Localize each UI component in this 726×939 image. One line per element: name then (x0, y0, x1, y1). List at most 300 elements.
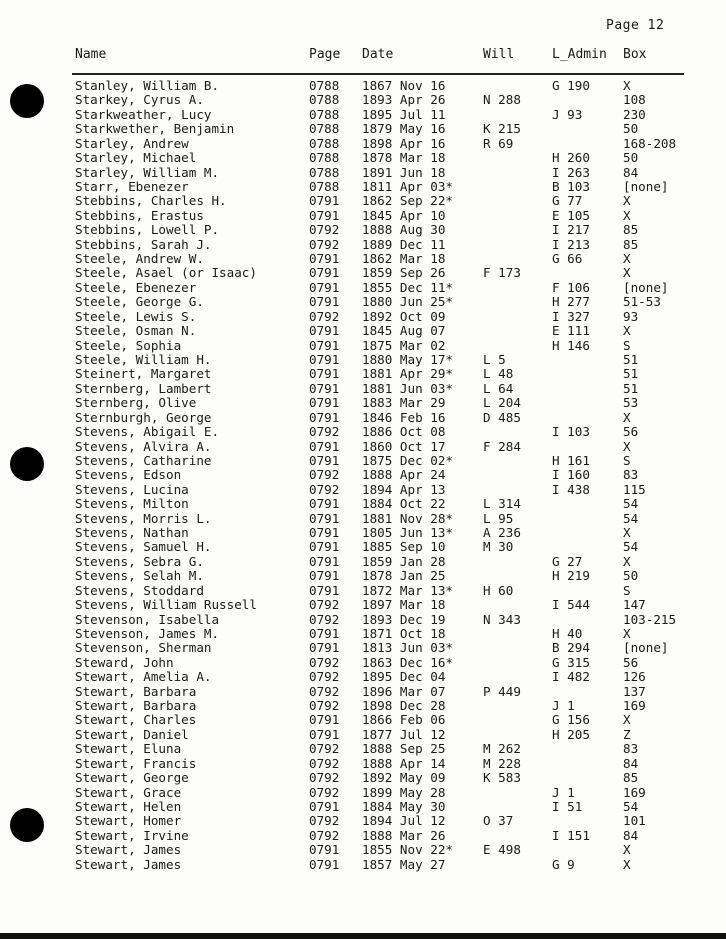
table-row (0, 339, 726, 353)
cell-page: 0792 (309, 611, 340, 627)
cell-date: 1863 Dec 16* (362, 654, 453, 670)
cell-box: 51 (623, 380, 639, 396)
cell-box: 85 (623, 222, 639, 238)
cell-name: Steele, Asael (or Isaac) (75, 265, 257, 281)
cell-l-admin: H 277 (552, 294, 590, 310)
cell-box: X (623, 207, 631, 223)
cell-l-admin: I 263 (552, 164, 590, 180)
header-will: Will (483, 47, 515, 62)
table-row (0, 382, 726, 396)
cell-name: Stevens, Selah M. (75, 568, 204, 584)
cell-name: Stevens, William Russell (75, 597, 257, 613)
cell-will: N 343 (483, 611, 521, 627)
cell-page: 0791 (309, 568, 340, 584)
cell-name: Starr, Ebenezer (75, 178, 189, 194)
cell-date: 1857 May 27 (362, 856, 446, 872)
cell-date: 1880 Jun 25* (362, 294, 453, 310)
header-date: Date (362, 47, 394, 62)
cell-date: 1896 Mar 07 (362, 683, 446, 699)
cell-date: 1859 Sep 26 (362, 265, 446, 281)
cell-page: 0792 (309, 308, 340, 324)
cell-box: X (623, 856, 631, 872)
cell-box: [none] (623, 279, 669, 295)
cell-name: Sternberg, Lambert (75, 380, 212, 396)
table-row (0, 814, 726, 828)
cell-will: N 288 (483, 92, 521, 108)
table-row (0, 151, 726, 165)
cell-page: 0791 (309, 337, 340, 353)
cell-l-admin: G 190 (552, 78, 590, 93)
cell-name: Stevens, Morris L. (75, 510, 212, 526)
cell-box: 54 (623, 539, 639, 555)
cell-box: 147 (623, 597, 646, 613)
cell-date: 1855 Nov 22* (362, 842, 453, 858)
cell-date: 1899 May 28 (362, 784, 446, 800)
cell-name: Stewart, Helen (75, 799, 182, 814)
cell-box: X (623, 842, 631, 858)
cell-will: L 64 (483, 380, 514, 396)
cell-will: F 284 (483, 438, 521, 454)
cell-will: L 48 (483, 366, 514, 382)
cell-box: 230 (623, 106, 646, 122)
cell-date: 1885 Sep 10 (362, 539, 446, 555)
cell-l-admin: I 213 (552, 236, 590, 252)
cell-box: 50 (623, 568, 639, 584)
cell-date: 1881 Jun 03* (362, 380, 453, 396)
cell-page: 0791 (309, 323, 340, 339)
cell-name: Stebbins, Sarah J. (75, 236, 212, 252)
cell-box: X (623, 265, 631, 281)
cell-page: 0791 (309, 539, 340, 555)
cell-box: 51-53 (623, 294, 661, 310)
cell-name: Steele, Osman N. (75, 323, 197, 339)
table-row (0, 79, 726, 93)
cell-box: X (623, 625, 631, 641)
cell-box: 83 (623, 741, 639, 757)
cell-l-admin: J 93 (552, 106, 583, 122)
cell-box: X (623, 553, 631, 569)
cell-date: 1877 Jul 12 (362, 726, 446, 742)
cell-date: 1888 Apr 24 (362, 467, 446, 483)
cell-name: Stewart, James (75, 842, 182, 858)
cell-l-admin: F 106 (552, 279, 590, 295)
cell-page: 0792 (309, 424, 340, 440)
cell-date: 1859 Jan 28 (362, 553, 446, 569)
cell-box: 56 (623, 654, 639, 670)
cell-date: 1879 May 16 (362, 121, 446, 137)
cell-l-admin: I 438 (552, 481, 590, 497)
table-row (0, 93, 726, 107)
table-row (0, 324, 726, 338)
cell-box: 103-215 (623, 611, 677, 627)
cell-page: 0792 (309, 784, 340, 800)
cell-page: 0791 (309, 409, 340, 425)
cell-name: Stevens, Abigail E. (75, 424, 220, 440)
cell-box: 126 (623, 669, 646, 685)
cell-will: L 95 (483, 510, 514, 526)
cell-l-admin: I 482 (552, 669, 590, 685)
cell-name: Stevens, Edson (75, 467, 182, 483)
cell-page: 0791 (309, 640, 340, 656)
cell-name: Steward, John (75, 654, 174, 670)
cell-date: 1845 Apr 10 (362, 207, 446, 223)
cell-page: 0791 (309, 452, 340, 468)
cell-date: 1845 Aug 07 (362, 323, 446, 339)
cell-name: Starley, Michael (75, 150, 197, 166)
cell-box: 101 (623, 813, 646, 829)
cell-page: 0788 (309, 106, 340, 122)
cell-date: 1894 Apr 13 (362, 481, 446, 497)
cell-page: 0791 (309, 438, 340, 454)
cell-date: 1888 Sep 25 (362, 741, 446, 757)
cell-will: E 498 (483, 842, 521, 858)
cell-page: 0791 (309, 193, 340, 209)
cell-will: M 30 (483, 539, 514, 555)
cell-name: Starkwether, Benjamin (75, 121, 235, 137)
cell-box: 51 (623, 366, 639, 382)
table-row (0, 613, 726, 627)
cell-box: 85 (623, 236, 639, 252)
table-row (0, 656, 726, 670)
cell-box: 50 (623, 121, 639, 137)
cell-name: Steinert, Margaret (75, 366, 212, 382)
cell-date: 1889 Dec 11 (362, 236, 446, 252)
cell-box: X (623, 193, 631, 209)
cell-name: Stewart, Amelia A. (75, 669, 212, 685)
cell-page: 0788 (309, 178, 340, 194)
cell-date: 1892 Oct 09 (362, 308, 446, 324)
cell-date: 1883 Mar 29 (362, 395, 446, 411)
cell-date: 1875 Dec 02* (362, 452, 453, 468)
cell-page: 0791 (309, 799, 340, 814)
cell-date: 1895 Dec 04 (362, 669, 446, 685)
header-name: Name (75, 47, 107, 62)
cell-l-admin: G 315 (552, 654, 590, 670)
cell-date: 1892 May 09 (362, 770, 446, 786)
cell-page: 0792 (309, 654, 340, 670)
cell-name: Stevenson, Isabella (75, 611, 220, 627)
cell-page: 0792 (309, 755, 340, 771)
header-box: Box (623, 47, 647, 62)
cell-name: Stewart, Charles (75, 712, 197, 728)
cell-page: 0791 (309, 294, 340, 310)
cell-name: Steele, William H. (75, 351, 212, 367)
cell-will: M 262 (483, 741, 521, 757)
cell-page: 0788 (309, 150, 340, 166)
cell-page: 0791 (309, 582, 340, 598)
cell-name: Stewart, Grace (75, 784, 182, 800)
cell-box: X (623, 251, 631, 267)
cell-page: 0792 (309, 236, 340, 252)
cell-name: Stewart, Daniel (75, 726, 189, 742)
table-row (0, 295, 726, 309)
scan-edge (0, 933, 726, 939)
cell-date: 1855 Dec 11* (362, 279, 453, 295)
cell-name: Stewart, Barbara (75, 683, 197, 699)
cell-page: 0792 (309, 481, 340, 497)
header-page: Page (309, 47, 341, 62)
cell-page: 0791 (309, 496, 340, 512)
table-row (0, 670, 726, 684)
cell-page: 0788 (309, 78, 340, 93)
cell-box: 108 (623, 92, 646, 108)
cell-box: 169 (623, 784, 646, 800)
cell-page: 0791 (309, 251, 340, 267)
cell-name: Starley, Andrew (75, 135, 189, 151)
table-row (0, 598, 726, 612)
cell-date: 1860 Oct 17 (362, 438, 446, 454)
table-row (0, 728, 726, 742)
table-row (0, 425, 726, 439)
header-rule (72, 73, 684, 75)
table-row (0, 122, 726, 136)
cell-name: Stewart, George (75, 770, 189, 786)
cell-page: 0791 (309, 856, 340, 872)
cell-name: Starkey, Cyrus A. (75, 92, 204, 108)
cell-l-admin: J 1 (552, 784, 575, 800)
cell-date: 1872 Mar 13* (362, 582, 453, 598)
cell-page: 0788 (309, 92, 340, 108)
table-row (0, 771, 726, 785)
cell-name: Sternberg, Olive (75, 395, 197, 411)
cell-page: 0791 (309, 510, 340, 526)
cell-box: 54 (623, 799, 639, 814)
cell-page: 0791 (309, 842, 340, 858)
table-row (0, 685, 726, 699)
cell-will: K 583 (483, 770, 521, 786)
cell-l-admin: I 544 (552, 597, 590, 613)
cell-date: 1888 Aug 30 (362, 222, 446, 238)
cell-page: 0792 (309, 222, 340, 238)
cell-box: S (623, 582, 631, 598)
cell-name: Steele, Lewis S. (75, 308, 197, 324)
cell-will: F 173 (483, 265, 521, 281)
cell-l-admin: I 151 (552, 827, 590, 843)
cell-box: 54 (623, 510, 639, 526)
cell-name: Stevenson, James M. (75, 625, 220, 641)
cell-box: 84 (623, 827, 639, 843)
cell-l-admin: G 77 (552, 193, 583, 209)
cell-page: 0791 (309, 553, 340, 569)
cell-name: Sternburgh, George (75, 409, 212, 425)
cell-date: 1891 Jun 18 (362, 164, 446, 180)
cell-page: 0792 (309, 813, 340, 829)
cell-name: Stewart, Francis (75, 755, 197, 771)
table-row (0, 512, 726, 526)
cell-date: 1898 Dec 28 (362, 698, 446, 714)
cell-date: 1888 Apr 14 (362, 755, 446, 771)
cell-name: Stewart, Eluna (75, 741, 182, 757)
cell-will: P 449 (483, 683, 521, 699)
table-row (0, 584, 726, 598)
cell-box: S (623, 452, 631, 468)
cell-will: D 485 (483, 409, 521, 425)
cell-l-admin: E 105 (552, 207, 590, 223)
table-row (0, 526, 726, 540)
cell-name: Stevens, Alvira A. (75, 438, 212, 454)
cell-name: Stevens, Stoddard (75, 582, 204, 598)
cell-l-admin: I 327 (552, 308, 590, 324)
cell-will: L 5 (483, 351, 506, 367)
cell-box: Z (623, 726, 631, 742)
cell-will: R 69 (483, 135, 514, 151)
cell-name: Starley, William M. (75, 164, 220, 180)
cell-date: 1862 Mar 18 (362, 251, 446, 267)
cell-l-admin: G 9 (552, 856, 575, 872)
cell-date: 1895 Jul 11 (362, 106, 446, 122)
table-row (0, 440, 726, 454)
table-row (0, 555, 726, 569)
table-row (0, 699, 726, 713)
cell-box: X (623, 409, 631, 425)
cell-l-admin: H 161 (552, 452, 590, 468)
cell-date: 1881 Apr 29* (362, 366, 453, 382)
cell-page: 0792 (309, 669, 340, 685)
cell-page: 0791 (309, 351, 340, 367)
cell-name: Stevens, Sebra G. (75, 553, 204, 569)
cell-box: 50 (623, 150, 639, 166)
cell-date: 1862 Sep 22* (362, 193, 453, 209)
cell-date: 1893 Apr 26 (362, 92, 446, 108)
cell-l-admin: H 219 (552, 568, 590, 584)
cell-will: O 37 (483, 813, 514, 829)
table-row (0, 223, 726, 237)
cell-name: Stevenson, Sherman (75, 640, 212, 656)
cell-will: L 204 (483, 395, 521, 411)
cell-page: 0791 (309, 366, 340, 382)
cell-date: 1813 Jun 03* (362, 640, 453, 656)
cell-l-admin: G 156 (552, 712, 590, 728)
cell-date: 1846 Feb 16 (362, 409, 446, 425)
cell-name: Steele, George G. (75, 294, 204, 310)
cell-date: 1811 Apr 03* (362, 178, 453, 194)
table-row (0, 108, 726, 122)
cell-box: S (623, 337, 631, 353)
table-row (0, 180, 726, 194)
cell-name: Steele, Ebenezer (75, 279, 197, 295)
cell-l-admin: I 217 (552, 222, 590, 238)
cell-l-admin: B 294 (552, 640, 590, 656)
table-row (0, 627, 726, 641)
cell-date: 1886 Oct 08 (362, 424, 446, 440)
table-row (0, 194, 726, 208)
table-row (0, 396, 726, 410)
cell-box: 54 (623, 496, 639, 512)
cell-box: X (623, 712, 631, 728)
cell-l-admin: H 205 (552, 726, 590, 742)
cell-name: Starkweather, Lucy (75, 106, 212, 122)
cell-page: 0791 (309, 525, 340, 541)
table-row (0, 238, 726, 252)
cell-name: Stewart, Homer (75, 813, 182, 829)
cell-date: 1866 Feb 06 (362, 712, 446, 728)
cell-date: 1884 Oct 22 (362, 496, 446, 512)
cell-name: Stevens, Lucina (75, 481, 189, 497)
cell-page: 0791 (309, 712, 340, 728)
cell-box: 83 (623, 467, 639, 483)
cell-l-admin: I 160 (552, 467, 590, 483)
cell-page: 0788 (309, 135, 340, 151)
cell-name: Stebbins, Charles H. (75, 193, 227, 209)
table-row (0, 829, 726, 843)
table-row (0, 166, 726, 180)
cell-page: 0792 (309, 770, 340, 786)
cell-name: Stewart, Irvine (75, 827, 189, 843)
cell-name: Steele, Andrew W. (75, 251, 204, 267)
table-row (0, 209, 726, 223)
cell-page: 0791 (309, 279, 340, 295)
cell-name: Stebbins, Lowell P. (75, 222, 220, 238)
cell-date: 1878 Mar 18 (362, 150, 446, 166)
page-number: Page 12 (606, 18, 665, 33)
cell-box: 93 (623, 308, 639, 324)
table-row (0, 266, 726, 280)
cell-box: 169 (623, 698, 646, 714)
cell-date: 1888 Mar 26 (362, 827, 446, 843)
cell-box: X (623, 78, 631, 93)
cell-l-admin: J 1 (552, 698, 575, 714)
cell-l-admin: H 40 (552, 625, 583, 641)
cell-name: Stewart, Barbara (75, 698, 197, 714)
cell-page: 0792 (309, 741, 340, 757)
table-row (0, 858, 726, 872)
cell-box: 51 (623, 351, 639, 367)
table-row (0, 713, 726, 727)
cell-page: 0791 (309, 380, 340, 396)
cell-box: X (623, 525, 631, 541)
cell-box: 84 (623, 755, 639, 771)
cell-box: 56 (623, 424, 639, 440)
cell-page: 0791 (309, 265, 340, 281)
table-row (0, 483, 726, 497)
cell-box: 137 (623, 683, 646, 699)
cell-page: 0792 (309, 597, 340, 613)
cell-date: 1893 Dec 19 (362, 611, 446, 627)
cell-l-admin: I 103 (552, 424, 590, 440)
cell-page: 0792 (309, 467, 340, 483)
table-row (0, 353, 726, 367)
table-row (0, 540, 726, 554)
cell-date: 1898 Apr 16 (362, 135, 446, 151)
cell-page: 0788 (309, 121, 340, 137)
cell-page: 0788 (309, 164, 340, 180)
cell-box: [none] (623, 640, 669, 656)
cell-will: H 60 (483, 582, 514, 598)
cell-date: 1805 Jun 13* (362, 525, 453, 541)
cell-page: 0791 (309, 625, 340, 641)
table-row (0, 252, 726, 266)
cell-box: X (623, 323, 631, 339)
cell-l-admin: G 66 (552, 251, 583, 267)
cell-page: 0791 (309, 395, 340, 411)
cell-date: 1871 Oct 18 (362, 625, 446, 641)
cell-name: Stanley, William B. (75, 78, 220, 93)
cell-box: 115 (623, 481, 646, 497)
cell-box: 84 (623, 164, 639, 180)
cell-page: 0792 (309, 827, 340, 843)
table-row (0, 468, 726, 482)
cell-date: 1875 Mar 02 (362, 337, 446, 353)
table-row (0, 843, 726, 857)
table-row (0, 411, 726, 425)
cell-l-admin: H 260 (552, 150, 590, 166)
cell-will: K 215 (483, 121, 521, 137)
cell-page: 0791 (309, 726, 340, 742)
table-row (0, 454, 726, 468)
cell-l-admin: B 103 (552, 178, 590, 194)
table-row (0, 757, 726, 771)
cell-page: 0792 (309, 698, 340, 714)
